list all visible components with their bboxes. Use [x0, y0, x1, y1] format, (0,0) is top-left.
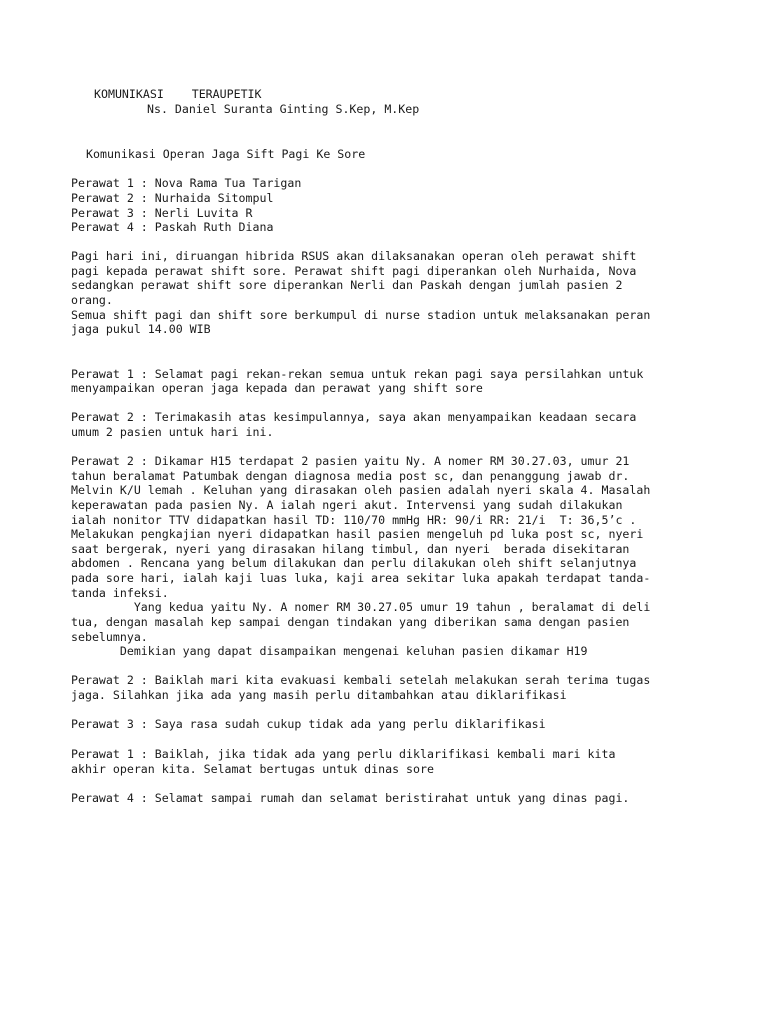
- intro-line: jaga pukul 14.00 WIB: [71, 322, 211, 336]
- dialogue-line: jaga. Silahkan jika ada yang masih perlu ditambahkan atau diklarifikasi: [71, 688, 567, 702]
- dialogue-line: Demikian yang dapat disampaikan mengenai keluhan pasien dikamar H19: [71, 644, 588, 658]
- document-subtitle: Komunikasi Operan Jaga Sift Pagi Ke Sore: [86, 147, 366, 161]
- dialogue-line: Perawat 2 : Terimakasih atas kesimpulannya, saya akan menyampaikan keadaan secara: [71, 410, 637, 424]
- dialogue-line: Perawat 1 : Baiklah, jika tidak ada yang perlu diklarifikasi kembali mari kita: [71, 747, 616, 761]
- dialogue-line: Perawat 4 : Selamat sampai rumah dan selamat beristirahat untuk yang dinas pagi.: [71, 791, 630, 805]
- dialogue-line: sebelumnya.: [71, 630, 148, 644]
- intro-line: pagi kepada perawat shift sore. Perawat shift pagi diperankan oleh Nurhaida, Nova: [71, 264, 637, 278]
- document-title: KOMUNIKASI TERAUPETIK: [94, 87, 262, 101]
- intro-line: sedangkan perawat shift sore diperankan Nerli dan Paskah dengan jumlah pasien 2: [71, 278, 623, 292]
- role-line: Perawat 3 : Nerli Luvita R: [71, 206, 253, 220]
- dialogue-line: Melvin K/U lemah . Keluhan yang dirasakan oleh pasien adalah nyeri skala 4. Masalah: [71, 483, 651, 497]
- dialogue-line: Perawat 2 : Dikamar H15 terdapat 2 pasien yaitu Ny. A nomer RM 30.27.03, umur 21: [71, 454, 630, 468]
- role-line: Perawat 1 : Nova Rama Tua Tarigan: [71, 176, 302, 190]
- dialogue-line: Perawat 1 : Selamat pagi rekan-rekan semua untuk rekan pagi saya persilahkan untuk: [71, 367, 644, 381]
- dialogue-line: umum 2 pasien untuk hari ini.: [71, 425, 274, 439]
- dialogue-line: menyampaikan operan jaga kepada dan perawat yang shift sore: [71, 381, 483, 395]
- dialogue-line: abdomen . Rencana yang belum dilakukan dan perlu dilakukan oleh shift selanjutnya: [71, 556, 637, 570]
- role-line: Perawat 4 : Paskah Ruth Diana: [71, 220, 274, 234]
- dialogue-line: pada sore hari, ialah kaji luas luka, kaji area sekitar luka apakah terdapat tanda-: [71, 571, 651, 585]
- dialogue-line: Perawat 3 : Saya rasa sudah cukup tidak ada yang perlu diklarifikasi: [71, 717, 546, 731]
- dialogue-line: saat bergerak, nyeri yang dirasakan hilang timbul, dan nyeri berada disekitaran: [71, 542, 630, 556]
- dialogue-line: tahun beralamat Patumbak dengan diagnosa media post sc, dan penanggung jawab dr.: [71, 469, 630, 483]
- intro-line: Pagi hari ini, diruangan hibrida RSUS akan dilaksanakan operan oleh perawat shift: [71, 249, 637, 263]
- dialogue-line: akhir operan kita. Selamat bertugas untuk dinas sore: [71, 762, 434, 776]
- dialogue-line: ialah nonitor TTV didapatkan hasil TD: 110/70 mmHg HR: 90/i RR: 21/i T: 36,5’c .: [71, 513, 637, 527]
- intro-line: Semua shift pagi dan shift sore berkumpul di nurse stadion untuk melaksanakan peran: [71, 308, 651, 322]
- dialogue-line: Melakukan pengkajian nyeri didapatkan hasil pasien mengeluh pd luka post sc, nyeri: [71, 527, 644, 541]
- dialogue-line: tanda infeksi.: [71, 586, 169, 600]
- role-line: Perawat 2 : Nurhaida Sitompul: [71, 191, 274, 205]
- intro-line: orang.: [71, 293, 113, 307]
- dialogue-line: Perawat 2 : Baiklah mari kita evakuasi kembali setelah melakukan serah terima tugas: [71, 673, 651, 687]
- dialogue-line: keperawatan pada pasien Ny. A ialah ngeri akut. Intervensi yang sudah dilakukan: [71, 498, 623, 512]
- dialogue-line: Yang kedua yaitu Ny. A nomer RM 30.27.05 umur 19 tahun , beralamat di deli: [71, 600, 651, 614]
- document-author: Ns. Daniel Suranta Ginting S.Kep, M.Kep: [147, 102, 420, 116]
- dialogue-line: tua, dengan masalah kep sampai dengan tindakan yang diberikan sama dengan pasien: [71, 615, 630, 629]
